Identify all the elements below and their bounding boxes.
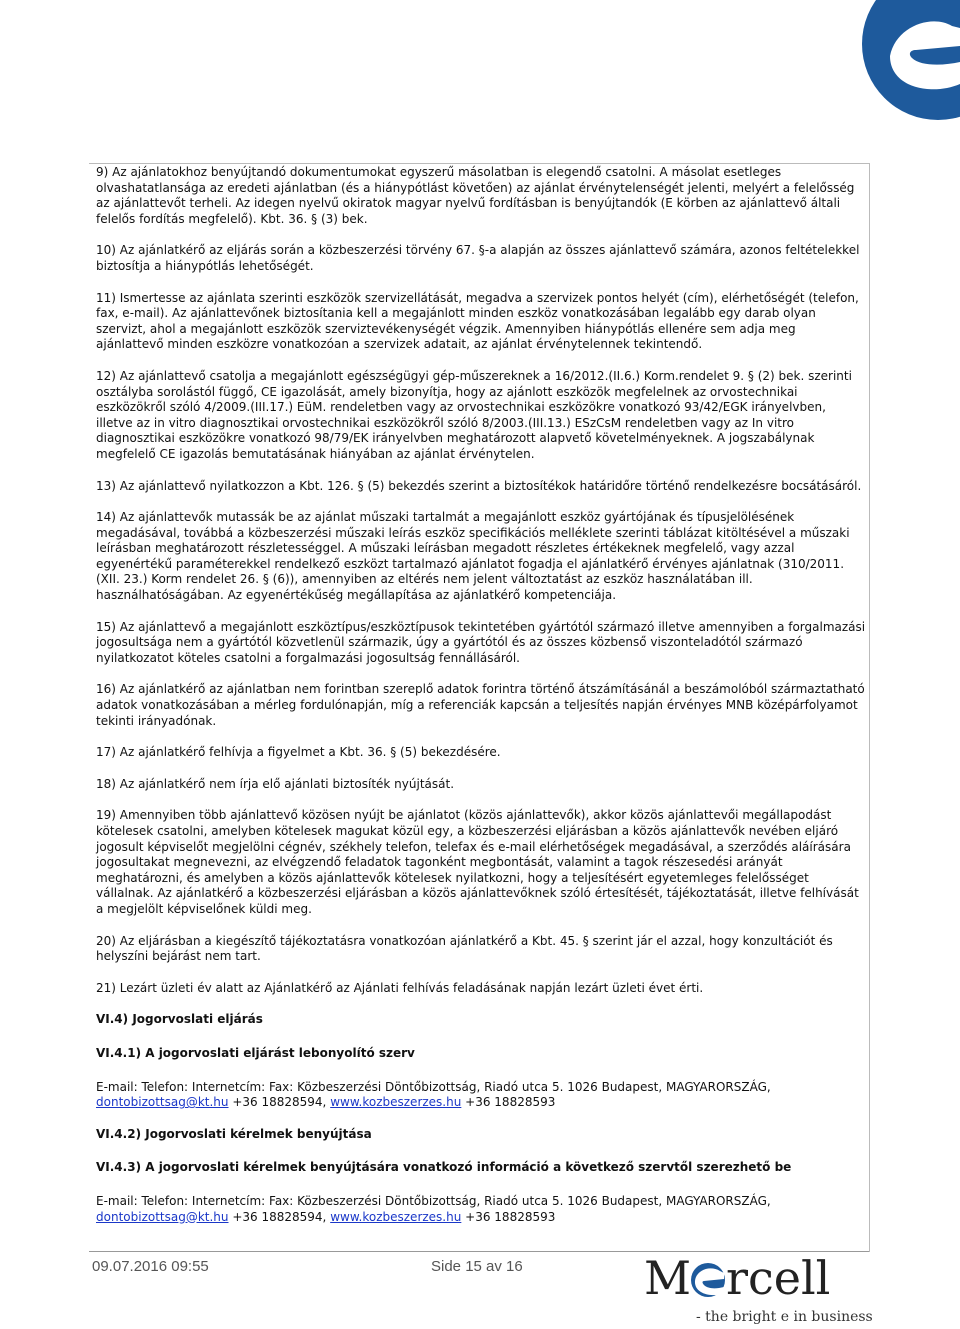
brand-logo-icon: [820, 0, 960, 128]
paragraph-18: 18) Az ajánlatkérő nem írja elő ajánlati biztosíték nyújtását.: [96, 776, 455, 791]
paragraph-11: 11) Ismertesse az ajánlata szerinti eszközök szervizellátását, megadva a szervizek pontos helyét (cím), elérhetőségét (telefon, fax, e-mail). Az ajánlattevőnek biztosítania kell a megajánlott minden eszköz vonatkozásában legalább egy darab olyan szervizt, ahol a megajánlott eszközök szerviztevékenységét végzik. Amennyiben hiánypótlás ellenére sem adja meg ajánlattevő minden eszközre vonatkozóan a szervizek adatait, az ajánlat érvénytelennek tekintendő.: [96, 290, 859, 352]
paragraph-14: 14) Az ajánlattevők mutassák be az ajánlat műszaki tartalmát a megajánlott eszköz gyártójának és típusjelölésének megadásával, továbbá a közbeszerzési műszaki leírás eszköz specifikációs melléklete szerinti táblázat kitöltésével a műszaki leírásban meghatározott részletességgel. A műszaki leírásban megadott részletes értékeknek megfelelő, vagy azzal egyenértékű paraméterekkel rendelkező eszközt tartalmazó ajánlatot fogadja el ajánlatkérő érvényes ajánlatnak (310/2011. (XII. 23.) Korm rendelet 26. § (6)), amennyiben az eltérés nem jelent változtatást az eszköz használatában ill. használhatóságában. Az egyenértékűség megállapítása az ajánlatkérő kompetenciája.: [96, 510, 850, 603]
logo-letter-m: M: [644, 1252, 692, 1300]
section-heading-vi41: VI.4.1) A jogorvoslati eljárást lebonyolító szerv: [96, 1045, 415, 1060]
paragraph-12: 12) Az ajánlattevő csatolja a megajánlott egészségügyi gép-műszereknek a 16/2012.(II.6.) Korm.rendelet 9. § (2) bek. szerinti osztályba sorolástól függő, CE igazolását, amely bizonyítja, hogy az ajánlott eszközök megfelelnek az orvostechnikai eszközökről szóló 4/2009.(III.17.) EüM. rendeletben vagy az orvostechnikai eszközökre vonatkozó 93/42/EGK irányelvben, illetve az in vitro diagnosztikai orvostechnikai eszközökről szóló 8/2003.(III.13.) ESzCsM rendeletben vagy az In vitro diagnosztikai eszközökre vonatkozó 98/79/EK irányelvben meghatározott alapvető követelményeknek. A jogszabálynak megfelelő CE igazolás bemutatásának hiányában az ajánlat érvénytelen.: [96, 368, 852, 461]
paragraph-16: 16) Az ajánlatkérő az ajánlatban nem forintban szereplő adatok forintra történő átszámításánál a beszámolóból származtatható adatok vonatkozásában a mérleg fordulónapján, míg a referenciák kapcsán a teljesítés napján érvényes MNB középárfolyamot tekinti irányadónak.: [96, 682, 865, 728]
email-link[interactable]: dontobizottsag@kt.hu: [96, 1209, 229, 1224]
logo-text-rcell: rcell: [726, 1252, 831, 1300]
fax-text: +36 18828593: [461, 1095, 556, 1110]
brand-tagline: - the bright e in business: [696, 1309, 873, 1325]
contact-address: E-mail: Telefon: Internetcím: Fax: Közbeszerzési Döntőbizottság, Riadó utca 5. 1026 Budapest, MAGYARORSZÁG,: [96, 1193, 771, 1208]
section-heading-vi42: VI.4.2) Jogorvoslati kérelmek benyújtása: [96, 1126, 372, 1141]
footer-page-number: Side 15 av 16: [431, 1258, 523, 1275]
website-link[interactable]: www.kozbeszerzes.hu: [330, 1209, 462, 1224]
paragraph-20: 20) Az eljárásban a kiegészítő tájékoztatásra vonatkozóan ajánlatkérő a Kbt. 45. § szerint jár el azzal, hogy konzultációt és helyszíni bejárást nem tart.: [96, 933, 833, 964]
paragraph-9: 9) Az ajánlatokhoz benyújtandó dokumentumokat egyszerű másolatban is elegendő csatolni. A másolat esetleges olvashatatlansága az eredeti ajánlatban (és a hiánypótlást követően) az ajánlat érvénytelenségét jelenti, melyért a felelősség az ajánlattevőt terheli. Az idegen nyelvű okiratok magyar nyelvű fordításban is benyújtandók (E körben az ajánlattevő általi felelős fordítás megfelelő). Kbt. 36. § (3) bek.: [96, 165, 855, 226]
footer-datetime: 09.07.2016 09:55: [92, 1258, 209, 1275]
document-body: [96, 165, 866, 1241]
paragraph-10: 10) Az ajánlatkérő az eljárás során a közbeszerzési törvény 67. §-a alapján az összes ajánlattevő számára, azonos feltételekkel biztosítja a hiánypótlás lehetőségét.: [96, 243, 860, 273]
email-link[interactable]: dontobizottsag@kt.hu: [96, 1095, 229, 1110]
contact-block-1: [96, 1080, 866, 1111]
section-heading-vi43: VI.4.3) A jogorvoslati kérelmek benyújtására vonatkozó információ a következő szervtől szerezhető be: [96, 1160, 792, 1175]
paragraph-17: 17) Az ajánlatkérő felhívja a figyelmet a Kbt. 36. § (5) bekezdésére.: [96, 745, 501, 760]
contact-block-2: [96, 1194, 866, 1225]
section-heading-vi4: VI.4) Jogorvoslati eljárás: [96, 1012, 263, 1027]
phone-text: +36 18828594,: [228, 1095, 331, 1110]
paragraph-13: 13) Az ajánlattevő nyilatkozzon a Kbt. 126. § (5) bekezdés szerint a biztosítékok határidőre történő rendelkezésre bocsátásáról.: [96, 478, 862, 493]
marcell-logo: [644, 1252, 854, 1300]
contact-address: E-mail: Telefon: Internetcím: Fax: Közbeszerzési Döntőbizottság, Riadó utca 5. 1026 Budapest, MAGYARORSZÁG,: [96, 1079, 771, 1094]
website-link[interactable]: www.kozbeszerzes.hu: [330, 1095, 462, 1110]
paragraph-21: 21) Lezárt üzleti év alatt az Ajánlatkérő az Ajánlati felhívás feladásának napján lezárt üzleti évet érti.: [96, 980, 704, 995]
fax-text: +36 18828593: [461, 1209, 556, 1224]
phone-text: +36 18828594,: [228, 1209, 331, 1224]
paragraph-19: 19) Amennyiben több ajánlattevő közösen nyújt be ajánlatot (közös ajánlattevők), akkor közös ajánlattevői megállapodást kötelesek csatolni, amelyben kötelesek magukat közül egy, a közbeszerzési eljárásban a közös ajánlattevők nevében eljáró jogosult képviselőt megjelölni cégnév, székhely telefon, telefax és e-mail elérhetőségek megadásával, a szerződés aláírására jogosultakat megnevezni, az elvégzendő feladatok tagonként megbontását, valamint a tagok részesedési arányát meghatározni, és amelyben a közös ajánlattevők kötelesek nyilatkozni, hogy a teljesítésért egyetemleges felelősséget vállalnak. Az ajánlatkérő a közbeszerzési eljárásban a közös ajánlattevőknek szóló értesítését, tájékoztatását, illetve felhívását a megjelölt képviselőnek küldi meg.: [96, 808, 859, 916]
paragraph-15: 15) Az ajánlattevő a megajánlott eszköztípus/eszköztípusok tekintetében gyártótól származó illetve amennyiben a forgalmazási jogosultsága nem a gyártótól közvetlenül származik, úgy a gyártótól és az összes közbenső viszonteladótól származó nyilatkozatot köteles csatolni a forgalmazási jogosultság fennállásáról.: [96, 619, 866, 665]
